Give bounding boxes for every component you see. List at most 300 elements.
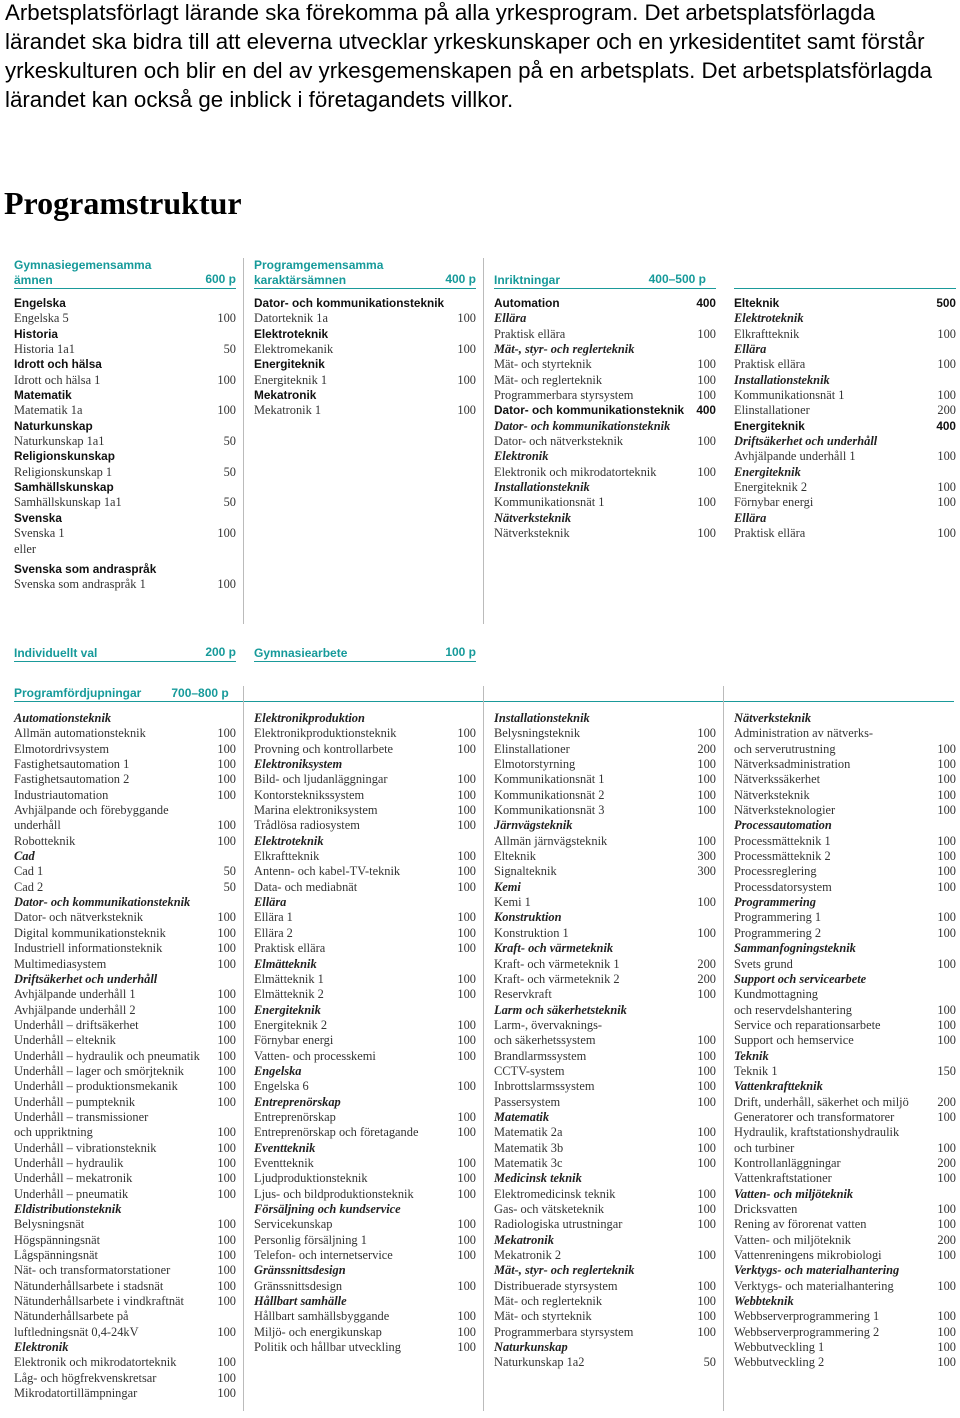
course-list: [734, 711, 956, 1371]
course-name: Kraft- och värmeteknik: [494, 941, 614, 956]
header-points: 700–800 p: [171, 686, 229, 700]
subject-heading: [254, 1141, 476, 1156]
subject-heading: [494, 1340, 716, 1355]
course-item: [494, 1248, 716, 1263]
course-points: 100: [697, 833, 716, 848]
course-item: [254, 972, 476, 987]
course-name: Konstruktion 1: [494, 925, 569, 940]
course-name: Försäljning och kundservice: [254, 1202, 401, 1216]
course-points: 100: [217, 1063, 236, 1078]
course-name: Nätverksteknik: [494, 510, 572, 525]
header-line: Gymnasiegemensamma: [14, 258, 152, 272]
course-name: Processmätteknik 1: [734, 833, 831, 848]
course-item: [734, 788, 956, 803]
course-name: Generatorer och transformatorer: [734, 1109, 895, 1124]
course-name: Fastighetsautomation 2: [14, 772, 130, 787]
course-points: 500: [936, 296, 956, 310]
course-name: eller: [14, 541, 37, 556]
course-item: [254, 1125, 476, 1140]
course-item: [494, 1294, 716, 1309]
course-name: Samhällskunskap 1a1: [14, 495, 122, 510]
course-name: Matematik 2a: [494, 1125, 563, 1140]
intro-paragraph: [5, 0, 960, 114]
course-name: Energiteknik 2: [734, 480, 808, 495]
course-name: Svenska 1: [14, 526, 65, 541]
course-item: [494, 1325, 716, 1340]
course-item: [14, 1187, 236, 1202]
course-name: Industriell informationsteknik: [14, 941, 163, 956]
course-points: 100: [457, 925, 476, 940]
column-header: [14, 646, 236, 662]
subject-heading: [254, 1003, 476, 1018]
subject-heading: [254, 957, 476, 972]
course-name: Teknik: [734, 1048, 769, 1063]
subject-heading: [14, 562, 236, 577]
subject-heading: [734, 1079, 956, 1094]
course-name: Datorteknik 1a: [254, 311, 328, 326]
course-item: [254, 864, 476, 879]
course-name: Elkraftteknik: [254, 849, 320, 864]
course-item: [494, 1125, 716, 1140]
course-item: [494, 1309, 716, 1324]
course-name: Svenska: [14, 510, 62, 525]
course-name: Elektronikproduktionsteknik: [254, 726, 397, 741]
course-item: [14, 1171, 236, 1186]
course-item: [254, 1110, 476, 1125]
course-item: [14, 1248, 236, 1263]
course-points: 100: [217, 726, 236, 741]
course-points: 100: [697, 1324, 716, 1339]
course-item: [14, 1079, 236, 1094]
course-name: Energiteknik 2: [254, 1017, 328, 1032]
course-points: 100: [697, 925, 716, 940]
course-name: Larm-, övervaknings-: [494, 1017, 603, 1032]
course-name: Automationsteknik: [14, 711, 112, 725]
course-item: [734, 1156, 956, 1171]
course-points: 100: [217, 1171, 236, 1186]
course-name: Support och servicearbete: [734, 971, 867, 986]
course-name: Sammanfogningsteknik: [734, 941, 856, 956]
course-item: [494, 373, 716, 388]
course-item: [14, 957, 236, 972]
course-item: [254, 742, 476, 757]
course-name: Avhjälpande och förebyggande: [14, 803, 169, 818]
course-points: 100: [217, 1048, 236, 1063]
subject-heading: [494, 1110, 716, 1125]
course-points: 100: [697, 1248, 716, 1263]
course-name: Naturkunskap 1a2: [494, 1355, 585, 1370]
course-points: 100: [217, 1140, 236, 1155]
course-name: Idrott och hälsa 1: [14, 372, 101, 387]
course-points: 100: [457, 971, 476, 986]
course-name: Elmätteknik 2: [254, 987, 324, 1002]
course-name: Vattenkraftstationer: [734, 1171, 832, 1186]
course-name: Fastighetsautomation 1: [14, 757, 130, 772]
course-item: [14, 1125, 236, 1140]
course-name: Automation: [494, 296, 560, 310]
course-points: 100: [457, 1125, 476, 1140]
course-points: 100: [697, 1294, 716, 1309]
course-item: [14, 864, 236, 879]
course-points: 50: [223, 434, 236, 449]
course-points: 100: [217, 741, 236, 756]
course-points: 100: [457, 803, 476, 818]
course-points: 100: [217, 1248, 236, 1263]
course-name: Belysningsnät: [14, 1217, 85, 1232]
course-name: Matematik 1a: [14, 403, 83, 418]
course-name: Engelska 5: [14, 311, 69, 326]
course-name: Avhjälpande underhåll 1: [734, 449, 856, 464]
course-item: [14, 726, 236, 741]
course-item: [14, 1018, 236, 1033]
course-name: Eventteknik: [254, 1140, 316, 1155]
course-item: [254, 910, 476, 925]
course-name: Ljudproduktionsteknik: [254, 1171, 368, 1186]
course-name: Elektroteknik: [254, 326, 329, 341]
course-points: 100: [937, 1309, 956, 1324]
course-item: [14, 1386, 236, 1401]
course-points: 100: [457, 1079, 476, 1094]
course-item: [494, 434, 716, 449]
course-name: Mekatronik 2: [494, 1248, 562, 1263]
course-points: 100: [937, 833, 956, 848]
course-name: Kommunikationsnät 1: [494, 495, 605, 510]
course-name: Miljö- och energikunskap: [254, 1324, 382, 1339]
course-name: Cad 1: [14, 864, 44, 879]
course-list: [494, 711, 716, 1371]
course-points: 100: [937, 1002, 956, 1017]
course-name: Programmerbara styrsystem: [494, 388, 634, 403]
course-name: Underhåll – vibrationsteknik: [14, 1140, 157, 1155]
course-name: Rening av förorenat vatten: [734, 1217, 867, 1232]
course-name: underhåll: [14, 818, 61, 833]
subject-heading: [734, 1263, 956, 1278]
course-item: [734, 1141, 956, 1156]
course-name: Kemi 1: [494, 895, 531, 910]
column-header: [14, 686, 954, 702]
course-points: 100: [457, 987, 476, 1002]
course-name: Elteknik: [494, 849, 536, 864]
course-item: [14, 757, 236, 772]
subject-heading: [254, 327, 476, 342]
course-name: Vatten- och processkemi: [254, 1048, 376, 1063]
course-points: 100: [457, 342, 476, 357]
subject-heading: [734, 373, 956, 388]
course-item: [14, 1156, 236, 1171]
course-name: Elektronik och mikrodatorteknik: [494, 464, 657, 479]
course-item: [14, 342, 236, 357]
course-item: [734, 1340, 956, 1355]
course-points: 100: [217, 1125, 236, 1140]
header-line: Programgemensamma: [254, 258, 384, 272]
course-item: [734, 1064, 956, 1079]
course-name: Samhällskunskap: [14, 480, 114, 495]
course-name: Nätverksadministration: [734, 757, 851, 772]
course-item: [734, 495, 956, 510]
course-item: [254, 1018, 476, 1033]
course-name: och serverutrustning: [734, 741, 836, 756]
course-name: Larm och säkerhetsteknik: [494, 1002, 627, 1017]
course-name: Energiteknik: [254, 357, 325, 372]
course-name: Eldistributionsteknik: [14, 1202, 122, 1216]
column-header: [254, 258, 476, 289]
course-item: [494, 357, 716, 372]
course-name: Mekatronik 1: [254, 403, 322, 418]
course-name: Entreprenörskap: [254, 1109, 336, 1124]
course-name: Servicekunskap: [254, 1217, 333, 1232]
course-name: Trådlösa radiosystem: [254, 818, 360, 833]
fordjupning-column-4: [734, 711, 956, 1371]
course-list: [14, 711, 236, 1401]
intro-line: lärandet kan också ge inblick i företagandets villkor.: [5, 87, 514, 112]
course-name: Processautomation: [734, 818, 832, 833]
subject-heading: [734, 1294, 956, 1309]
course-points: 100: [217, 910, 236, 925]
course-points: 100: [457, 849, 476, 864]
course-name: Dator- och nätverksteknik: [14, 910, 144, 925]
course-points: 100: [217, 833, 236, 848]
course-points: 100: [697, 1140, 716, 1155]
course-item: [734, 1309, 956, 1324]
course-name: Förnybar energi: [254, 1033, 334, 1048]
course-name: Elektronik och mikrodatorteknik: [14, 1355, 177, 1370]
course-item: [494, 1217, 716, 1232]
course-name: Elkraftteknik: [734, 326, 800, 341]
subject-heading: [14, 511, 236, 526]
course-name: Avhjälpande underhåll 1: [14, 987, 136, 1002]
course-name: Kontrollanläggningar: [734, 1155, 841, 1170]
course-name: Marina elektroniksystem: [254, 803, 378, 818]
course-name: Nätverksteknologier: [734, 803, 836, 818]
course-name: Driftsäkerhet och underhåll: [14, 971, 158, 986]
subject-heading: [734, 895, 956, 910]
header-line: karaktärsämnen: [254, 273, 347, 287]
course-points: 100: [697, 787, 716, 802]
course-points: 100: [697, 1033, 716, 1048]
course-name: Vatten- och miljöteknik: [734, 1186, 854, 1201]
course-points: 100: [457, 1171, 476, 1186]
course-name: Underhåll – pneumatik: [14, 1186, 129, 1201]
course-item: [734, 480, 956, 495]
course-item: [494, 495, 716, 510]
course-points: 100: [937, 1248, 956, 1263]
course-points: 100: [697, 1079, 716, 1094]
column-header: [254, 646, 476, 662]
course-item: [254, 818, 476, 833]
course-points: 200: [697, 741, 716, 756]
course-points: 200: [937, 403, 956, 418]
course-list: [494, 289, 716, 542]
course-name: Reservkraft: [494, 987, 552, 1002]
course-points: 100: [937, 1340, 956, 1355]
course-item: [734, 327, 956, 342]
course-name: Nätverksteknik: [734, 711, 812, 725]
course-points: 100: [217, 1232, 236, 1247]
course-points: 100: [217, 526, 236, 541]
course-name: Elektromedicinsk teknik: [494, 1186, 616, 1201]
divider: [483, 258, 484, 624]
course-item: [14, 818, 236, 833]
course-name: Verktygs- och materialhantering: [734, 1263, 900, 1278]
course-name: Digital kommunikationsteknik: [14, 925, 166, 940]
course-points: 200: [697, 971, 716, 986]
subject-heading: [494, 941, 716, 956]
course-item: [734, 726, 956, 741]
course-item: [734, 803, 956, 818]
course-points: 100: [697, 1309, 716, 1324]
subject-heading: [734, 972, 956, 987]
course-item: [14, 742, 236, 757]
course-item: [254, 803, 476, 818]
course-points: 100: [937, 1202, 956, 1216]
course-name: Inbrottslarmssystem: [494, 1079, 595, 1094]
subject-heading: [254, 357, 476, 372]
column-header: [14, 258, 236, 289]
course-name: Svets grund: [734, 956, 793, 971]
course-points: 100: [457, 741, 476, 756]
subject-heading: [734, 419, 956, 434]
course-item: [494, 926, 716, 941]
course-name: Mät-, styr- och reglerteknik: [494, 342, 635, 357]
course-points: 100: [217, 577, 236, 592]
course-name: Ellära 1: [254, 910, 293, 925]
subject-heading: [734, 711, 956, 726]
course-name: CCTV-system: [494, 1063, 565, 1078]
course-name: Matematik 3b: [494, 1140, 564, 1155]
course-item: [494, 1018, 716, 1033]
course-points: 50: [223, 342, 236, 357]
course-points: 200: [937, 1094, 956, 1109]
course-item: [734, 926, 956, 941]
course-name: Historia: [14, 326, 58, 341]
course-item: [14, 1371, 236, 1386]
course-name: Dator- och kommunikationsteknik: [494, 403, 685, 418]
course-points: 100: [697, 434, 716, 449]
course-points: 100: [457, 1324, 476, 1339]
divider: [243, 258, 244, 624]
course-name: Praktisk ellära: [254, 941, 326, 956]
subject-heading: [734, 818, 956, 833]
course-name: Mät- och styrteknik: [494, 1309, 592, 1324]
course-points: 200: [937, 1155, 956, 1170]
subject-heading: [14, 849, 236, 864]
course-item: [254, 1309, 476, 1324]
course-points: 50: [703, 1355, 716, 1370]
course-points: 100: [457, 818, 476, 833]
course-name: Underhåll – produktionsmekanik: [14, 1079, 178, 1094]
subject-heading: [734, 434, 956, 449]
header-line: Individuellt val: [14, 646, 98, 660]
course-item: [494, 1202, 716, 1217]
course-name: Mät- och reglerteknik: [494, 372, 603, 387]
course-item: [254, 880, 476, 895]
course-name: Ellära: [254, 895, 287, 910]
course-points: 200: [697, 956, 716, 971]
subject-heading: [494, 511, 716, 526]
course-name: Engelska: [14, 296, 66, 310]
course-item: [254, 772, 476, 787]
course-item: [734, 449, 956, 464]
course-points: 100: [937, 1140, 956, 1155]
course-list: [14, 289, 236, 593]
subject-heading: [494, 342, 716, 357]
subject-heading: [494, 1003, 716, 1018]
subject-heading: [14, 388, 236, 403]
course-points: 100: [457, 941, 476, 956]
course-name: Elmätteknik: [254, 956, 317, 971]
course-points: 100: [937, 526, 956, 541]
course-item: [494, 327, 716, 342]
subject-heading: [734, 342, 956, 357]
course-points: 100: [937, 1109, 956, 1124]
course-name: Elmotordrivsystem: [14, 741, 109, 756]
course-item: [254, 1033, 476, 1048]
course-name: Cad: [14, 849, 35, 864]
column-header: [734, 258, 956, 289]
course-name: Ellära: [494, 311, 527, 326]
course-item: [734, 403, 956, 418]
course-points: 100: [697, 726, 716, 741]
course-points: 100: [217, 787, 236, 802]
course-item: [14, 1217, 236, 1232]
course-item: [14, 434, 236, 449]
course-item: [494, 1355, 716, 1370]
subject-heading: [254, 1064, 476, 1079]
course-name: Data- och mediabnät: [254, 879, 358, 894]
subject-heading: [734, 941, 956, 956]
header-points: 400–500 p: [648, 272, 706, 286]
course-item: [14, 1294, 236, 1309]
fordjupning-column-3: [494, 711, 716, 1371]
course-points: 100: [217, 1263, 236, 1278]
course-points: 100: [457, 1217, 476, 1232]
course-points: 100: [457, 372, 476, 387]
course-points: 100: [697, 757, 716, 772]
course-name: Dator- och kommunikationsteknik: [494, 418, 671, 433]
course-item: [734, 1279, 956, 1294]
course-points: 100: [697, 1186, 716, 1201]
course-item: [734, 1171, 956, 1186]
course-item: [254, 1217, 476, 1232]
intro-line: yrkeskulturen och blir en del av yrkesgemenskapen på en arbetsplats. Det arbetsplatsförlagda: [5, 58, 933, 83]
course-name: Installationsteknik: [494, 480, 590, 495]
course-item: [494, 849, 716, 864]
header-points: 200 p: [205, 645, 236, 659]
course-points: 100: [217, 757, 236, 772]
intro-line: lärandet ska bidra till att eleverna utvecklar yrkeskunskaper och en yrkesidentitet samt förstår: [5, 29, 925, 54]
course-item: [14, 577, 236, 592]
course-name: Administration av nätverks-: [734, 726, 874, 741]
header-points: 100 p: [445, 645, 476, 659]
course-item: [734, 1248, 956, 1263]
subject-heading: [494, 1263, 716, 1278]
course-item: [254, 403, 476, 418]
course-item: [254, 1187, 476, 1202]
subject-heading: [14, 1202, 236, 1217]
header-line: Inriktningar: [494, 273, 561, 287]
course-name: Kommunikationsnät 2: [494, 787, 605, 802]
subject-heading: [14, 449, 236, 464]
course-points: 300: [697, 849, 716, 864]
course-points: 150: [937, 1063, 956, 1078]
course-points: 100: [697, 1094, 716, 1109]
course-name: Cad 2: [14, 879, 44, 894]
course-points: 100: [457, 772, 476, 787]
subject-heading: [14, 972, 236, 987]
course-name: Högspänningsnät: [14, 1232, 101, 1247]
course-name: Telefon- och internetservice: [254, 1248, 393, 1263]
course-points: 50: [223, 879, 236, 894]
